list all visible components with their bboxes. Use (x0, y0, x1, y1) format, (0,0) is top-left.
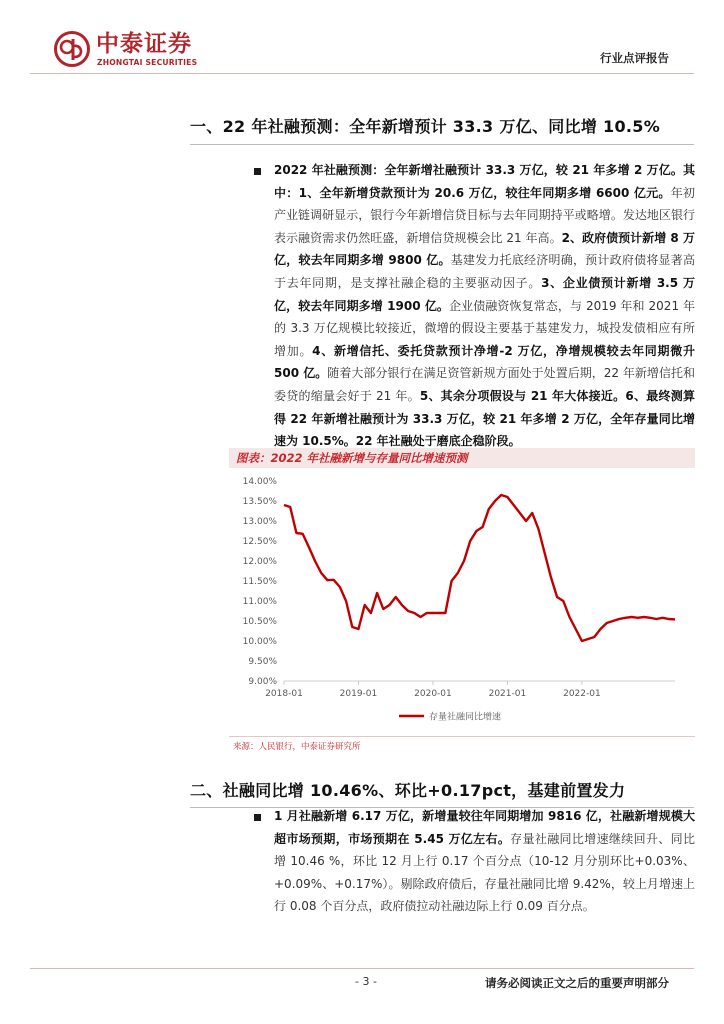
x-tick-label: 2021-01 (488, 689, 527, 699)
disclaimer-note: 请务必阅读正文之后的重要声明部分 (485, 976, 669, 990)
x-tick-label: 2022-01 (563, 689, 601, 699)
y-tick-label: 9.00% (248, 677, 277, 687)
y-tick-label: 13.50% (242, 497, 277, 507)
paragraph-run: 3、企业债预计新增 3.5 万亿，较去年同期多增 1900 亿。 (274, 275, 695, 313)
section1-underline (190, 144, 694, 145)
chart-caption: 图表：2022 年社融新增与存量同比增速预测 (236, 451, 468, 465)
x-tick-label: 2020-01 (414, 689, 452, 699)
footer-divider (30, 968, 694, 969)
paragraph-run: 1 月社融新增 6.17 万亿，新增量较往年同期增加 9816 亿，社融新增规模大超市场预期，市场预期在 5.45 万亿左右。 (274, 809, 695, 846)
y-tick-label: 12.00% (242, 557, 277, 567)
series-line (284, 495, 675, 641)
section2-paragraph (274, 805, 695, 918)
y-tick-label: 9.50% (248, 657, 277, 667)
paragraph-run: 6、 (625, 388, 647, 403)
company-name-en: ZHONGTAI SECURITIES (97, 58, 198, 67)
header-divider (30, 73, 694, 74)
y-axis (243, 477, 278, 687)
chart-bottom-divider (229, 736, 695, 737)
paragraph-run: 随着大部分银行在满足资管新规方面处于处置后期，22 年新增信托和委贷的缩量会好于 21 年。 (274, 366, 695, 403)
y-tick-label: 10.50% (242, 617, 277, 627)
social-financing-growth-chart (229, 470, 695, 732)
section1-title: 一、22 年社融预测：全年新增预计 33.3 万亿、同比增 10.5% (190, 117, 661, 136)
paragraph-run: 4、新增信托、委托贷款预计净增-2 万亿，净增规模较去年同期微升 500 亿。 (274, 343, 695, 381)
section2-title: 二、社融同比增 10.46%、环比+0.17pct，基建前置发力 (190, 781, 626, 800)
x-tick-label: 2019-01 (339, 689, 378, 699)
y-tick-label: 10.00% (242, 637, 277, 647)
bullet-square-icon (254, 814, 261, 821)
y-tick-label: 11.50% (242, 577, 277, 587)
paragraph-run: 5、其余分项假设与 21 年大体接近。 (419, 388, 626, 403)
y-tick-label: 13.00% (242, 517, 277, 527)
x-axis (265, 681, 601, 699)
paragraph-run: 年初产业链调研显示，银行今年新增信贷目标与去年同期持平或略增。发达地区银行表示融资需求仍然旺盛，新增信贷规模会比 21 年高。 (274, 185, 695, 245)
document-type-label: 行业点评报告 (600, 51, 669, 65)
bullet-square-icon (254, 168, 261, 175)
y-tick-label: 14.00% (242, 477, 277, 487)
paragraph-run: 存量社融同比增速继续回升、同比增 10.46 %，环比 12 月上行 0.17 个百分点（10-12 月分别环比+0.03%、+0.09%、+0.17%）。剔除政府债后，存量社融同比增 9.42%，较上月增速上行 0.08 个百分点，政府债拉动社融边际上行 0.09 百分点。 (274, 831, 695, 914)
y-tick-label: 11.00% (242, 597, 277, 607)
paragraph-run: 企业债融资恢复常态，与 2019 年和 2021 年的 3.3 万亿规模比较接近，微增的假设主要基于基建发力，城投发债相应有所增加。 (274, 298, 695, 358)
company-name-cn: 中泰证券 (96, 31, 192, 57)
legend-label: 存量社融同比增速 (429, 712, 502, 723)
paragraph-run: 最终测算得 22 年新增社融预计为 33.3 万亿，较 21 年多增 2 万亿，全年存量同比增速为 10.5%。22 年社融处于磨底企稳阶段。 (274, 388, 695, 449)
x-tick-label: 2018-01 (265, 689, 303, 699)
page-number: - 3 - (355, 975, 377, 988)
paragraph-run: 基建发力托底经济明确，预计政府债将显著高于去年同期，是支撑社融企稳的主要驱动因子。 (274, 253, 695, 290)
chart-source-note: 来源：人民银行，中泰证券研究所 (233, 742, 361, 752)
y-tick-label: 12.50% (242, 537, 277, 547)
company-logo-icon (54, 31, 90, 67)
section1-paragraph (274, 159, 695, 453)
paragraph-run: 2、政府债预计新增 8 万亿，较去年同期多增 9800 亿。 (274, 230, 695, 268)
paragraph-run: 2022 年社融预测：全年新增社融预计 33.3 万亿，较 21 年多增 2 万亿。其中：1、全年新增贷款预计为 20.6 万亿，较往年同期多增 6600 亿元。 (274, 163, 695, 200)
